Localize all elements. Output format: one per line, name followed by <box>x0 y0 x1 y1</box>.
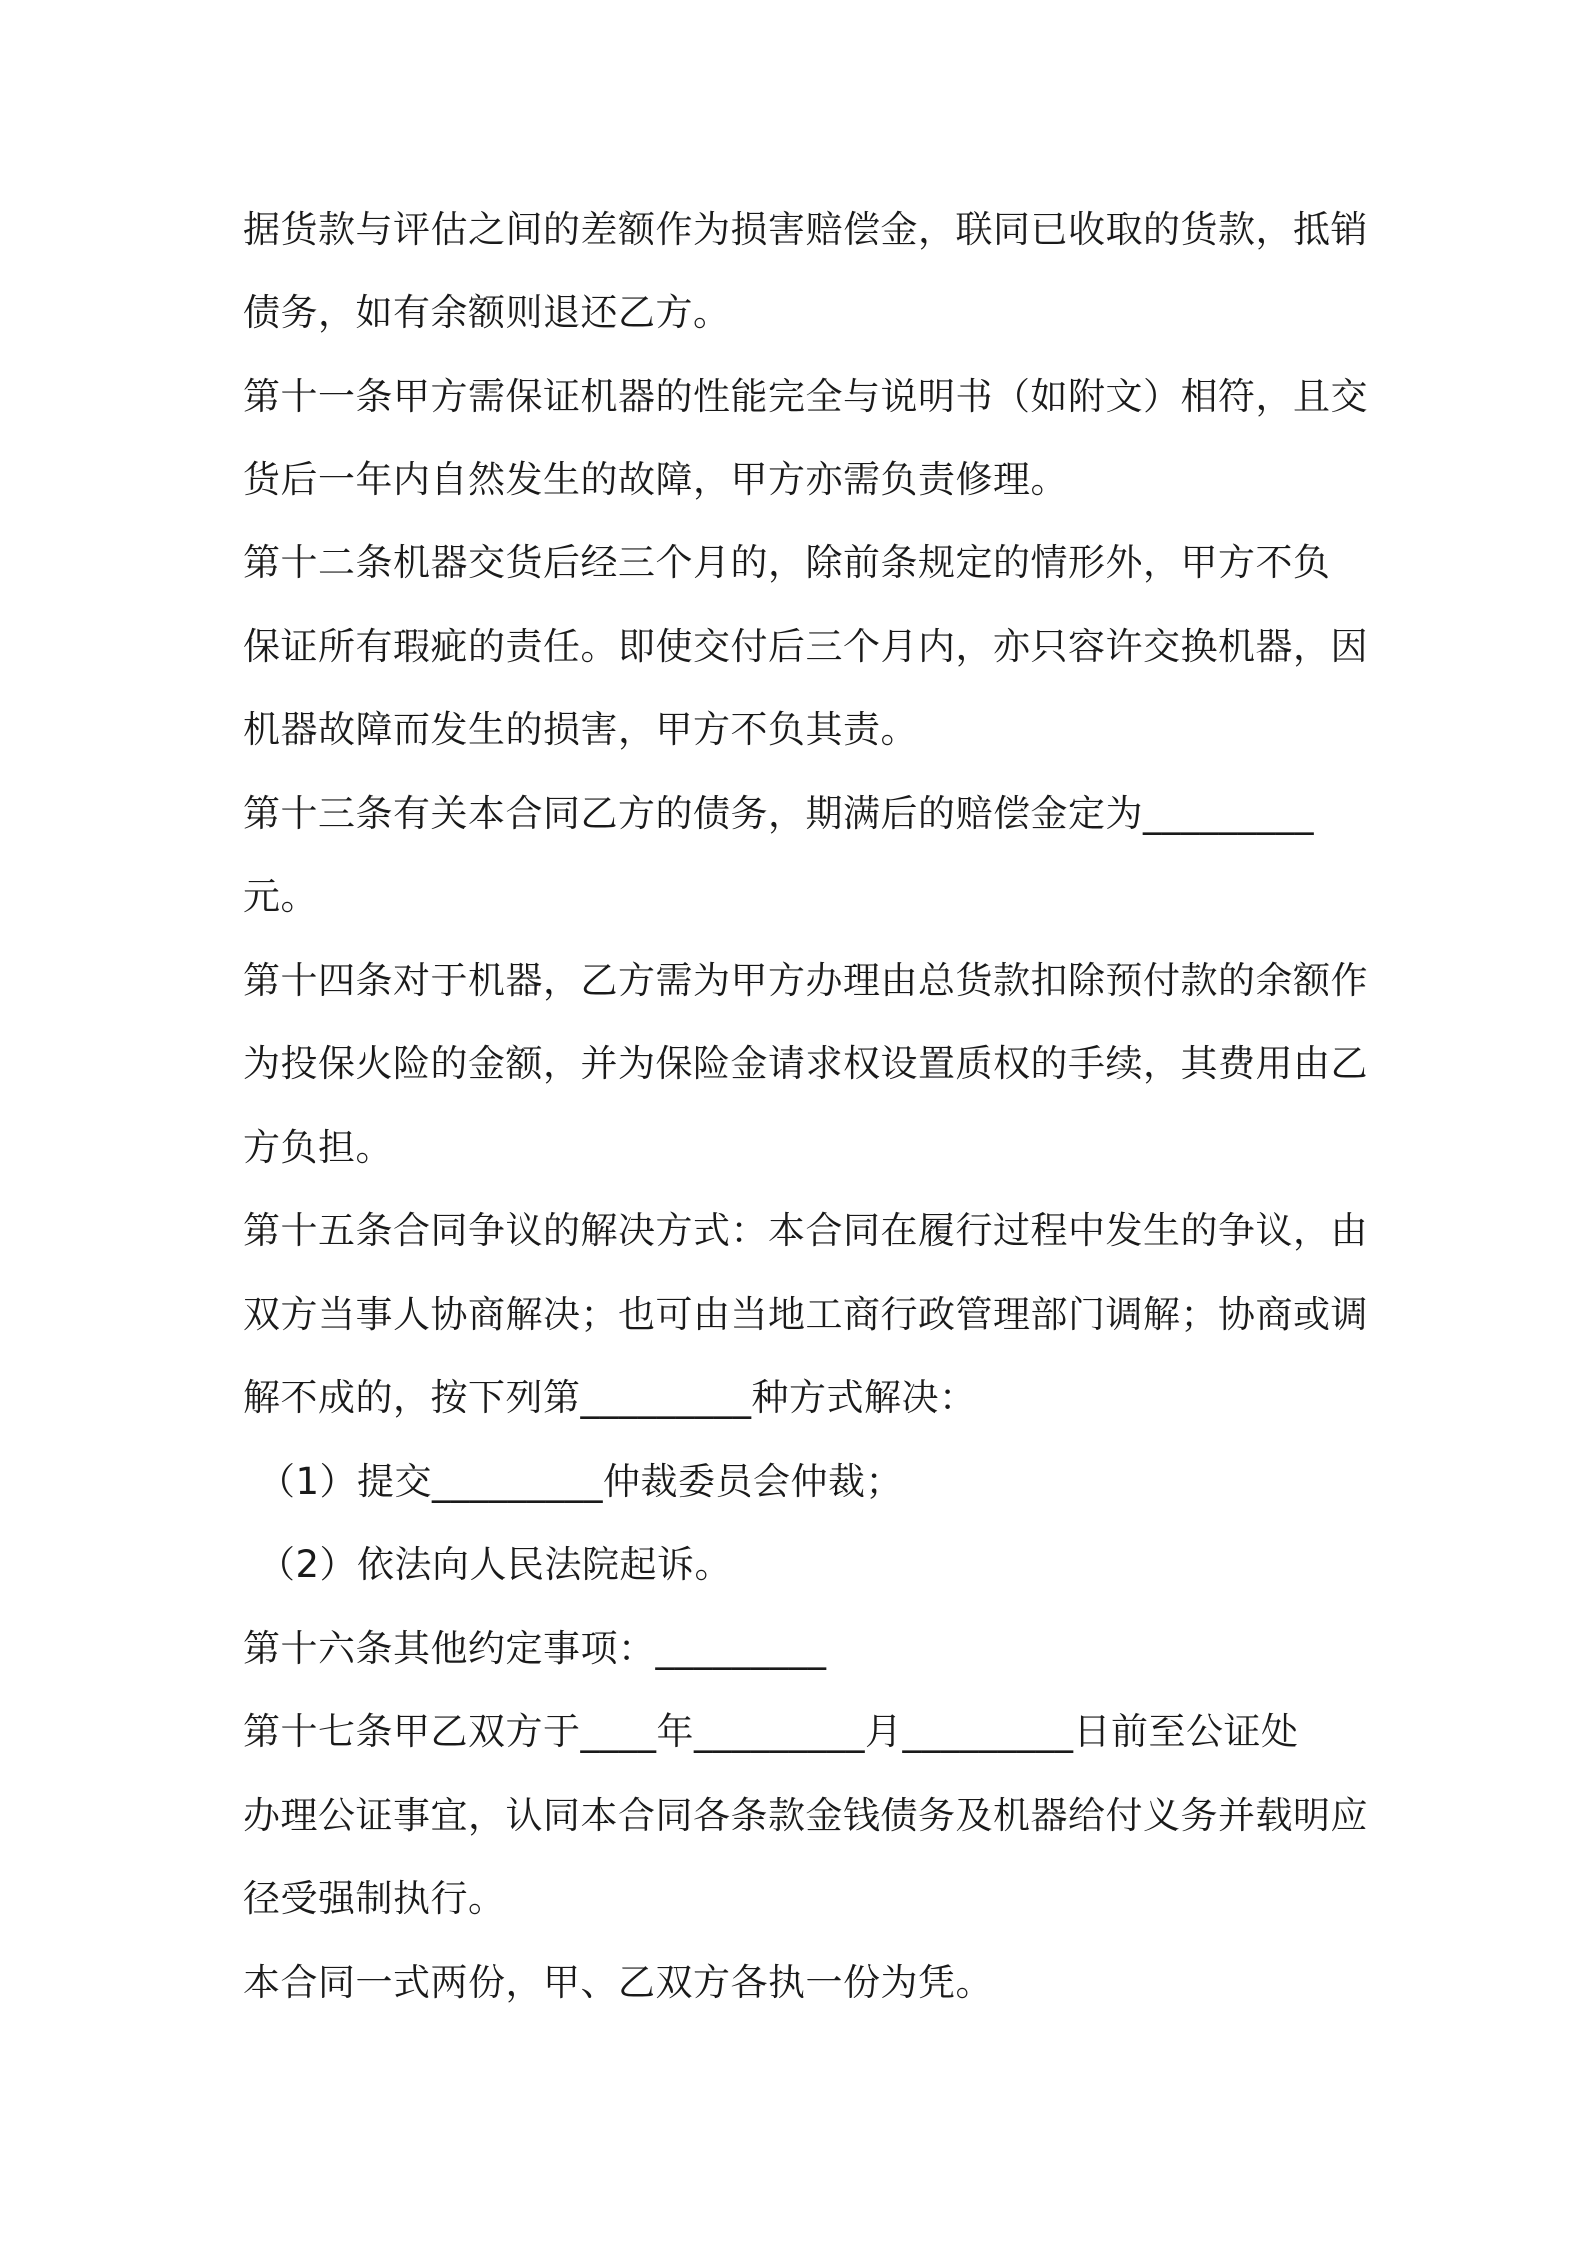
article-17-line-3: 径受强制执行。 <box>243 1877 506 1920</box>
article-14-line-2: 为投保火险的金额，并为保险金请求权设置质权的手续，其费用由乙 <box>243 1042 1368 1085</box>
article-15-line-2: 双方当事人协商解决；也可由当地工商行政管理部门调解；协商或调 <box>243 1293 1368 1336</box>
article-11-line-1: 第十一条甲方需保证机器的性能完全与说明书（如附文）相符，且交 <box>243 375 1368 418</box>
text-line-refund: 债务，如有余额则退还乙方。 <box>243 291 731 334</box>
list-item-court: （2）依法向人民法院起诉。 <box>258 1543 733 1586</box>
article-15-line-3: 解不成的，按下列第_________种方式解决： <box>243 1376 977 1419</box>
list-item-arbitration: （1）提交_________仲裁委员会仲裁； <box>258 1460 904 1503</box>
article-12-line-2: 保证所有瑕疵的责任。即使交付后三个月内，亦只容许交换机器，因 <box>243 625 1368 668</box>
article-11-line-2: 货后一年内自然发生的故障，甲方亦需负责修理。 <box>243 458 1068 501</box>
article-13-line-2: 元。 <box>243 875 318 918</box>
article-12-line-3: 机器故障而发生的损害，甲方不负其责。 <box>243 708 918 751</box>
article-17-line-1: 第十七条甲乙双方于____年_________月_________日前至公证处 <box>243 1710 1299 1753</box>
article-17-line-2: 办理公证事宜，认同本合同各条款金钱债务及机器给付义务并载明应 <box>243 1794 1368 1837</box>
article-15-line-1: 第十五条合同争议的解决方式：本合同在履行过程中发生的争议，由 <box>243 1209 1368 1252</box>
article-13-line-1: 第十三条有关本合同乙方的债务，期满后的赔偿金定为_________ <box>243 792 1314 835</box>
article-12-line-1: 第十二条机器交货后经三个月的，除前条规定的情形外，甲方不负 <box>243 541 1331 584</box>
closing-line: 本合同一式两份，甲、乙双方各执一份为凭。 <box>243 1961 993 2004</box>
article-16-line: 第十六条其他约定事项：_________ <box>243 1627 827 1670</box>
article-14-line-3: 方负担。 <box>243 1126 393 1169</box>
text-line-damages: 据货款与评估之间的差额作为损害赔偿金，联同已收取的货款，抵销 <box>243 208 1368 251</box>
article-14-line-1: 第十四条对于机器，乙方需为甲方办理由总货款扣除预付款的余额作 <box>243 959 1368 1002</box>
